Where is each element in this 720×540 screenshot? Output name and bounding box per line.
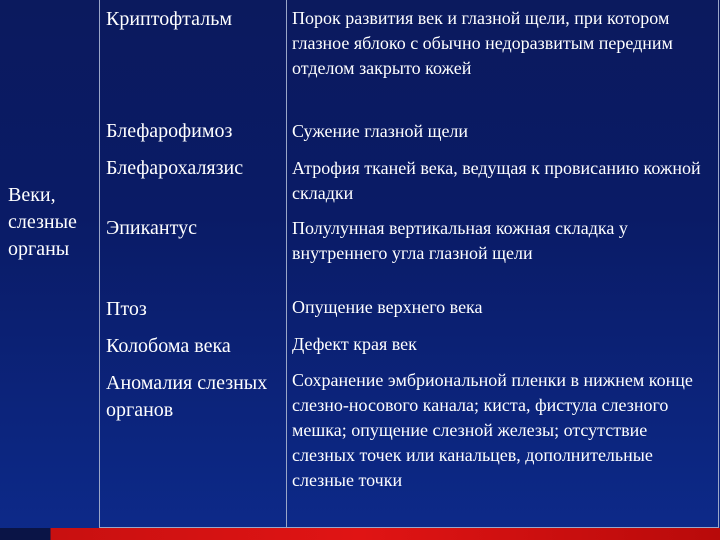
table-row-term: Блефарофимоз <box>106 120 233 142</box>
table-row-term: Птоз <box>106 298 147 320</box>
column-divider-edge <box>718 0 719 528</box>
column-divider-left <box>99 0 100 528</box>
group-label: Веки, слезные органы <box>8 184 77 260</box>
table-row-definition: Опущение верхнего века <box>292 297 483 317</box>
table-row-definition: Порок развития век и глазной щели, при котором глазное яблоко с обычно недоразвитым передним отделом закрыто кожей <box>292 8 673 78</box>
table-row-term: Колобома века <box>106 335 231 357</box>
accent-bar <box>0 528 720 540</box>
table-row-term: Криптофтальм <box>106 8 232 30</box>
table-row-definition: Сужение глазной щели <box>292 121 469 141</box>
table-row-definition: Сохранение эмбриональной пленки в нижнем конце слезно-носового канала; киста, фистула слезного мешка; опущение слезной железы; отсутствие слезных точек или канальцев, дополнительные слезные точки <box>292 370 693 490</box>
table-row-term: Аномалия слезных органов <box>106 372 268 421</box>
table-row-definition: Полулунная вертикальная кожная складка у внутреннего угла глазной щели <box>292 218 628 263</box>
column-divider-right <box>286 0 287 528</box>
table-row-definition: Атрофия тканей века, ведущая к провисанию кожной складки <box>292 158 701 203</box>
table-row-term: Эпикантус <box>106 217 197 239</box>
table-row-term: Блефарохалязис <box>106 157 244 179</box>
table-row-definition: Дефект края век <box>292 334 417 354</box>
